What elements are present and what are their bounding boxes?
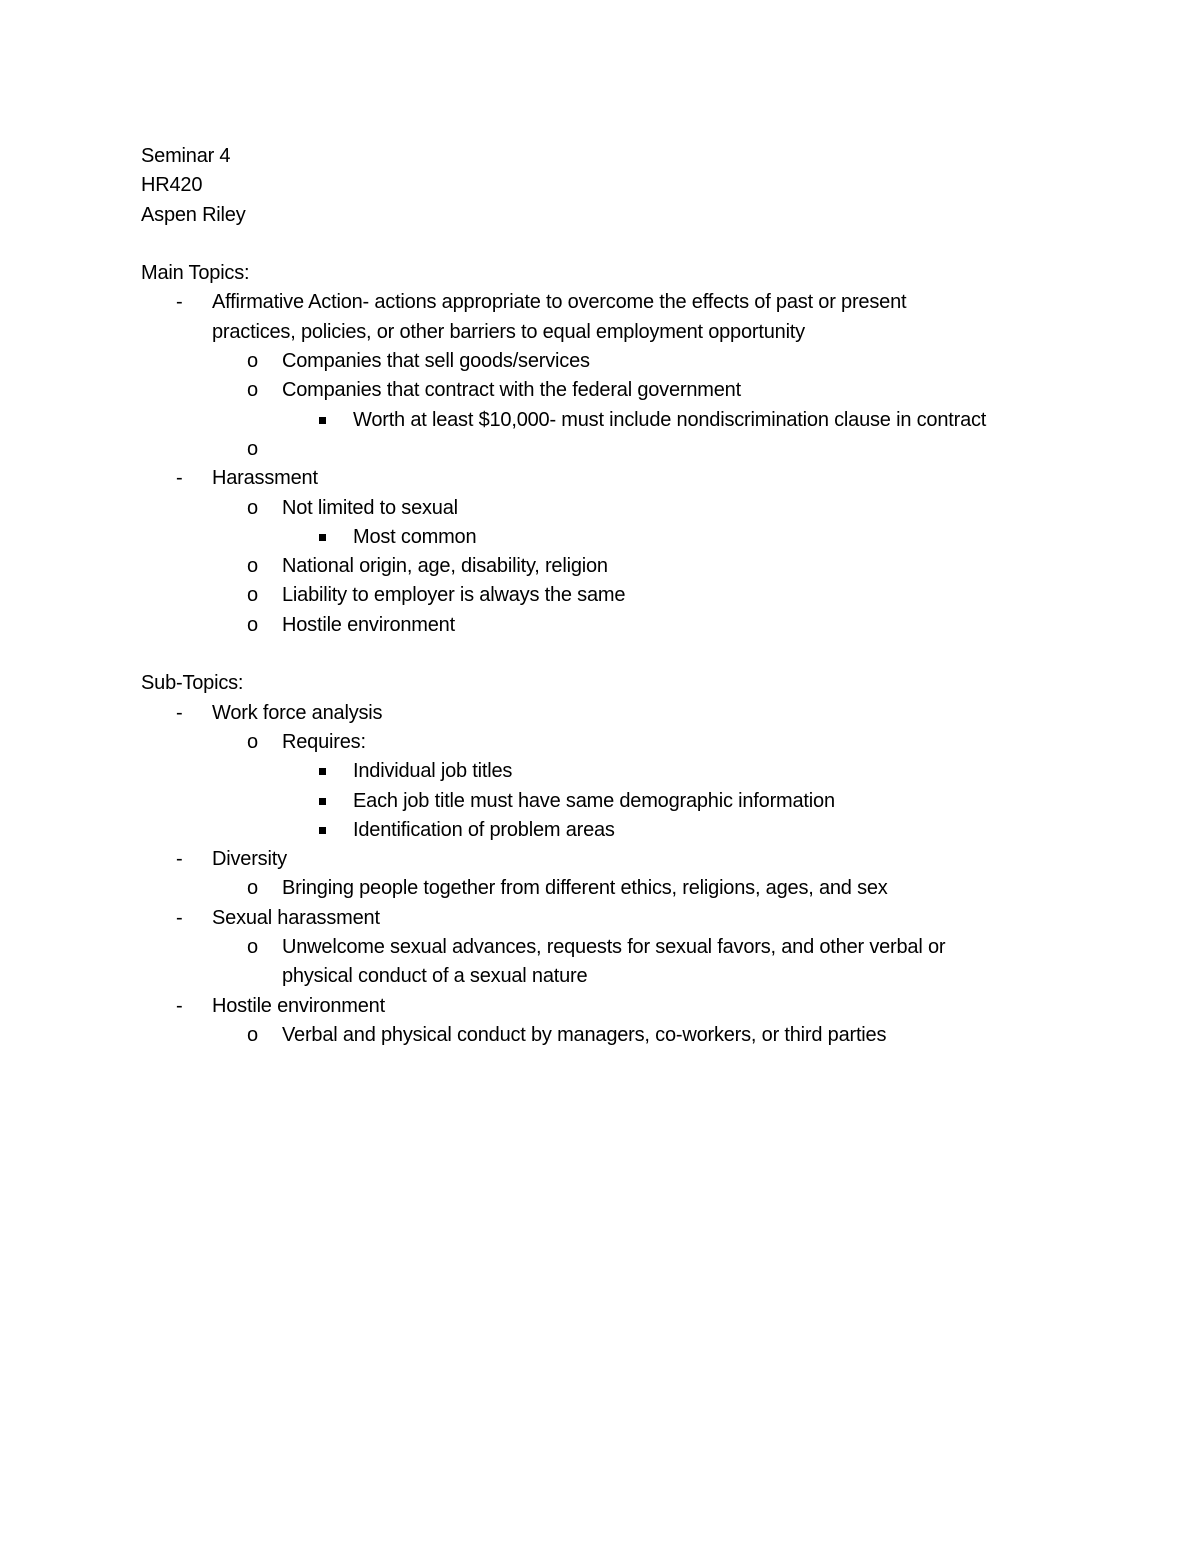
list-item-text: Diversity	[212, 848, 287, 871]
list-item	[141, 523, 1101, 552]
dash-marker: -	[176, 994, 183, 1017]
list-item-text: Worth at least $10,000- must include nondiscrimination clause in contract	[353, 408, 987, 431]
list-item	[141, 406, 1101, 435]
list-item-text: National origin, age, disability, religion	[282, 555, 608, 578]
list-item	[141, 874, 1101, 903]
list-item-text: Each job title must have same demographic information	[353, 789, 835, 812]
list-item-text: Harassment	[212, 467, 318, 490]
course-code: HR420	[141, 174, 203, 197]
dash-marker: -	[176, 848, 183, 871]
square-bullet-icon	[319, 827, 326, 834]
list-item-text: Identification of problem areas	[353, 818, 615, 841]
circle-marker: o	[247, 584, 258, 607]
list-item-text-continued: practices, policies, or other barriers to equal employment opportunity	[212, 320, 805, 343]
circle-marker: o	[247, 555, 258, 578]
list-item	[141, 347, 1101, 376]
dash-marker: -	[176, 467, 183, 490]
list-item-text: Most common	[353, 525, 477, 548]
list-item-text: Bringing people together from different ethics, religions, ages, and sex	[282, 877, 888, 900]
author-name: Aspen Riley	[141, 203, 246, 226]
document-body	[141, 142, 1101, 1050]
spacer	[141, 640, 1101, 669]
document-title: Seminar 4	[141, 145, 231, 167]
list-item-sexual-harassment	[141, 904, 1101, 933]
list-item-text: Companies that sell goods/services	[282, 350, 590, 373]
list-item-text: Requires:	[282, 730, 366, 753]
circle-marker: o	[247, 936, 258, 959]
list-item	[141, 611, 1101, 640]
list-item-text-continued: physical conduct of a sexual nature	[282, 965, 588, 988]
circle-marker: o	[247, 379, 258, 402]
list-item-text: Hostile environment	[282, 613, 455, 636]
dash-marker: -	[176, 906, 183, 929]
spacer	[141, 230, 1101, 259]
list-item	[141, 933, 1101, 992]
list-item-harassment	[141, 464, 1101, 493]
list-item-diversity	[141, 845, 1101, 874]
list-item-hostile-environment	[141, 992, 1101, 1021]
list-item	[141, 552, 1101, 581]
list-item-text: Unwelcome sexual advances, requests for sexual favors, and other verbal or	[282, 936, 946, 959]
dash-marker: -	[176, 291, 183, 314]
list-item-text: Verbal and physical conduct by managers, co-workers, or third parties	[282, 1023, 887, 1046]
list-item	[141, 376, 1101, 405]
list-item	[141, 787, 1101, 816]
dash-marker: -	[176, 701, 183, 724]
list-item-text: Liability to employer is always the same	[282, 584, 626, 607]
list-item	[141, 1021, 1101, 1050]
list-item	[141, 816, 1101, 845]
square-bullet-icon	[319, 798, 326, 805]
circle-marker: o	[247, 350, 258, 373]
list-item-workforce-analysis	[141, 699, 1101, 728]
circle-marker: o	[247, 1023, 258, 1046]
circle-marker: o	[247, 730, 258, 753]
list-item-text: Affirmative Action- actions appropriate to overcome the effects of past or present	[212, 291, 907, 314]
list-item-text: Work force analysis	[212, 701, 383, 724]
square-bullet-icon	[319, 534, 326, 541]
list-item-text: Hostile environment	[212, 994, 385, 1017]
list-item-text: Companies that contract with the federal government	[282, 379, 741, 402]
circle-marker: o	[247, 877, 258, 900]
list-item-text: Sexual harassment	[212, 906, 380, 929]
sub-topics-heading: Sub-Topics:	[141, 672, 244, 695]
list-item	[141, 757, 1101, 786]
list-item-empty	[141, 435, 1101, 464]
circle-marker: o	[247, 496, 258, 519]
main-topics-heading: Main Topics:	[141, 262, 250, 285]
square-bullet-icon	[319, 768, 326, 775]
list-item-affirmative-action	[141, 288, 1101, 347]
list-item	[141, 728, 1101, 757]
list-item-text: Not limited to sexual	[282, 496, 458, 519]
square-bullet-icon	[319, 417, 326, 424]
list-item-text	[282, 435, 1101, 464]
list-item	[141, 494, 1101, 523]
list-item	[141, 581, 1101, 610]
circle-marker: o	[247, 437, 258, 460]
list-item-text: Individual job titles	[353, 760, 513, 783]
circle-marker: o	[247, 613, 258, 636]
